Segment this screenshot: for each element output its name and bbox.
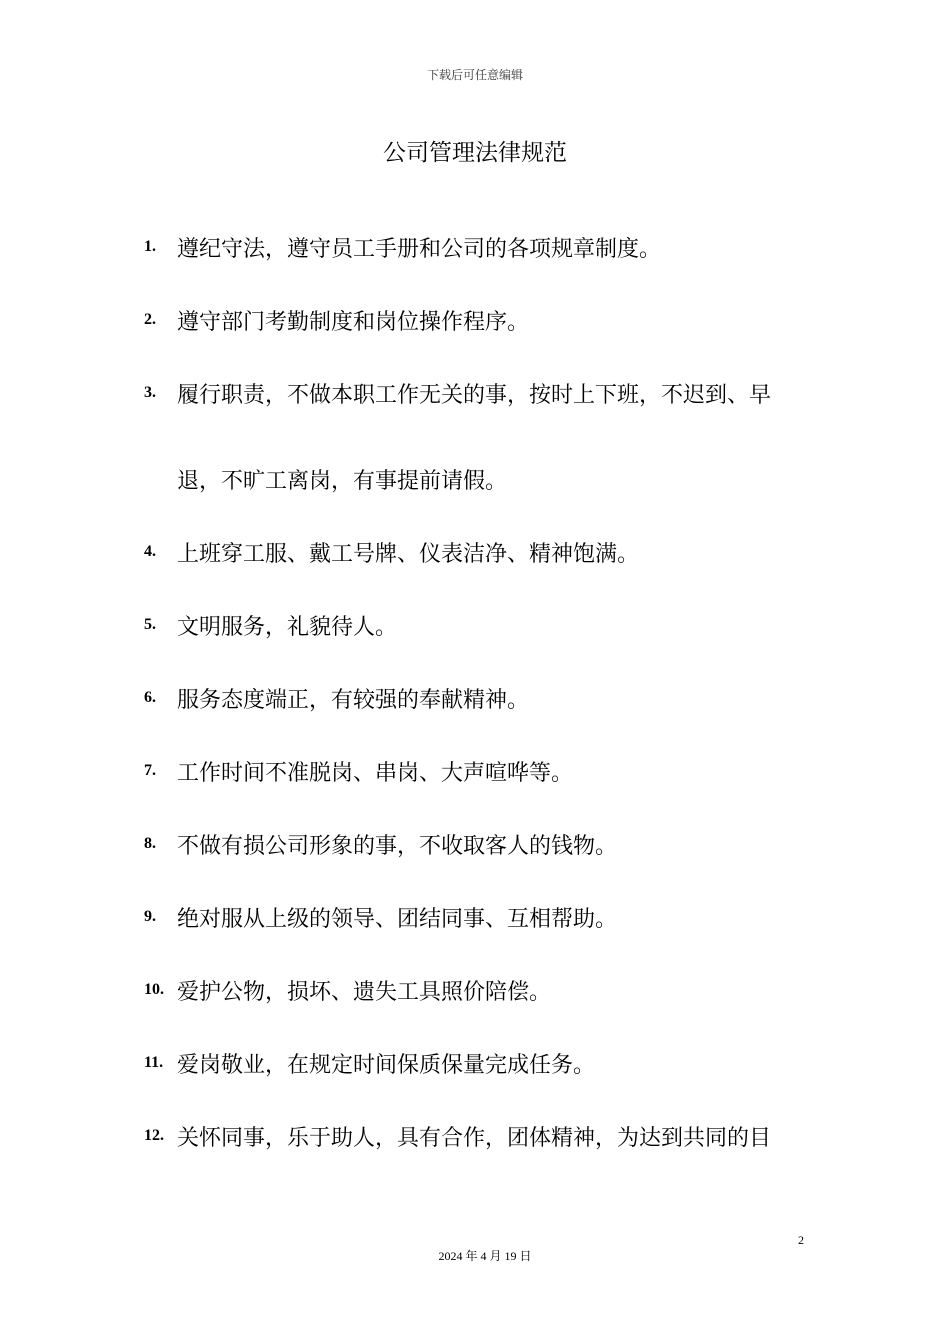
item-number: 10. [144, 981, 164, 998]
item-number: 9. [144, 908, 156, 925]
item-number: 1. [144, 238, 156, 255]
page-number: 2 [798, 1233, 804, 1247]
item-text-continuation: 退，不旷工离岗，有事提前请假。 [177, 469, 508, 494]
item-number: 5. [144, 616, 156, 633]
item-text: 爱岗敬业，在规定时间保质保量完成任务。 [177, 1053, 596, 1078]
item-text: 遵纪守法，遵守员工手册和公司的各项规章制度。 [177, 237, 662, 262]
item-number: 11. [144, 1054, 164, 1071]
item-number: 3. [144, 384, 156, 401]
item-text: 文明服务，礼貌待人。 [177, 615, 398, 640]
item-number: 6. [144, 689, 156, 706]
item-number: 12. [144, 1127, 164, 1144]
item-text: 爱护公物，损坏、遗失工具照价陪偿。 [177, 980, 552, 1005]
footer-date: 2024 年 4 月 19 日 [438, 1249, 532, 1263]
item-number: 2. [144, 311, 156, 328]
item-text: 绝对服从上级的领导、团结同事、互相帮助。 [177, 907, 618, 932]
document-title: 公司管理法律规范 [383, 140, 567, 166]
item-text: 遵守部门考勤制度和岗位操作程序。 [177, 310, 530, 335]
item-text: 工作时间不准脱岗、串岗、大声喧哗等。 [177, 761, 574, 786]
item-text: 上班穿工服、戴工号牌、仪表洁净、精神饱满。 [177, 542, 640, 567]
item-number: 7. [144, 762, 156, 779]
item-text: 履行职责，不做本职工作无关的事，按时上下班，不迟到、早 [177, 383, 772, 408]
item-text: 不做有损公司形象的事，不收取客人的钱物。 [177, 834, 618, 859]
item-text: 关怀同事，乐于助人，具有合作，团体精神，为达到共同的目 [177, 1126, 772, 1151]
page-header: 下载后可任意编辑 [426, 68, 523, 82]
item-text: 服务态度端正，有较强的奉献精神。 [177, 688, 530, 713]
item-number: 8. [144, 835, 156, 852]
item-number: 4. [144, 543, 156, 560]
